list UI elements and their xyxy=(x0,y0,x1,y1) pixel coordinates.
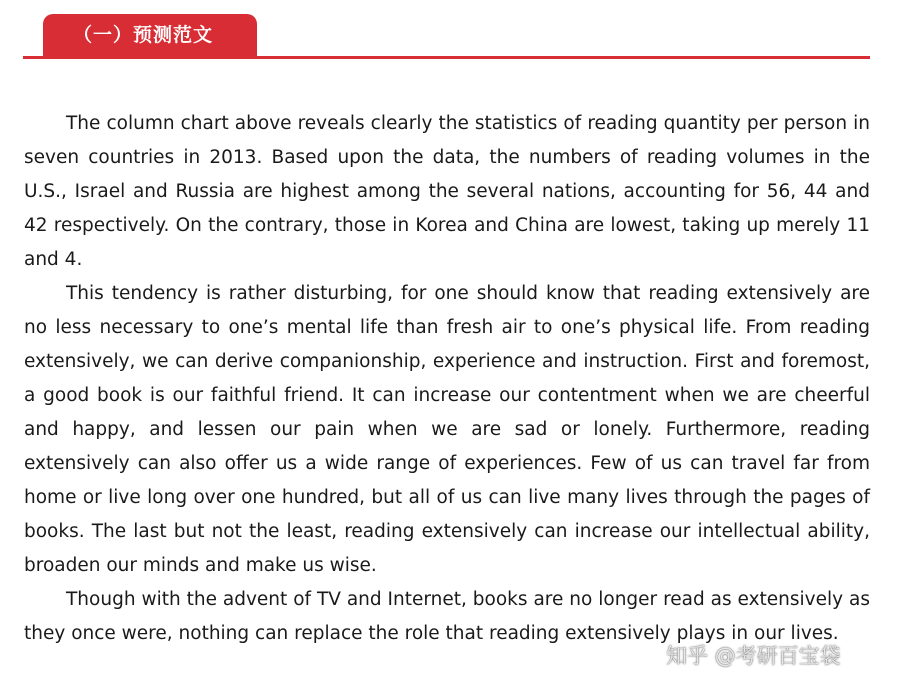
essay-body xyxy=(24,107,870,651)
section-title: （一）预测范文 xyxy=(43,14,257,56)
section-divider xyxy=(23,56,870,59)
paragraph: This tendency is rather disturbing, for one should know that reading extensively are no less necessary to one’s mental life than fresh air to one’s physical life. From reading extensively, we can derive companionship, experience and instruction. First and foremost, a good book is our faithful friend. It can increase our contentment when we are cheerful and happy, and lessen our pain when we are sad or lonely. Furthermore, reading extensively can also offer us a wide range of experiences. Few of us can travel far from home or live long over one hundred, but all of us can live many lives through the pages of books. The last but not the least, reading extensively can increase our intellectual ability, broaden our minds and make us wise. xyxy=(24,283,870,576)
paragraph: The column chart above reveals clearly the statistics of reading quantity per person in seven countries in 2013. Based upon the data, the numbers of reading volumes in the U.S., Israel and Russia are highest among the several nations, accounting for 56, 44 and 42 respectively. On the contrary, those in Korea and China are lowest, taking up merely 11 and 4. xyxy=(24,113,870,270)
watermark: 知乎 @考研百宝袋 xyxy=(666,644,841,668)
paragraph: Though with the advent of TV and Internet, books are no longer read as extensively as they once were, nothing can replace the role that reading extensively plays in our lives. xyxy=(24,589,870,644)
section-header xyxy=(23,12,870,60)
